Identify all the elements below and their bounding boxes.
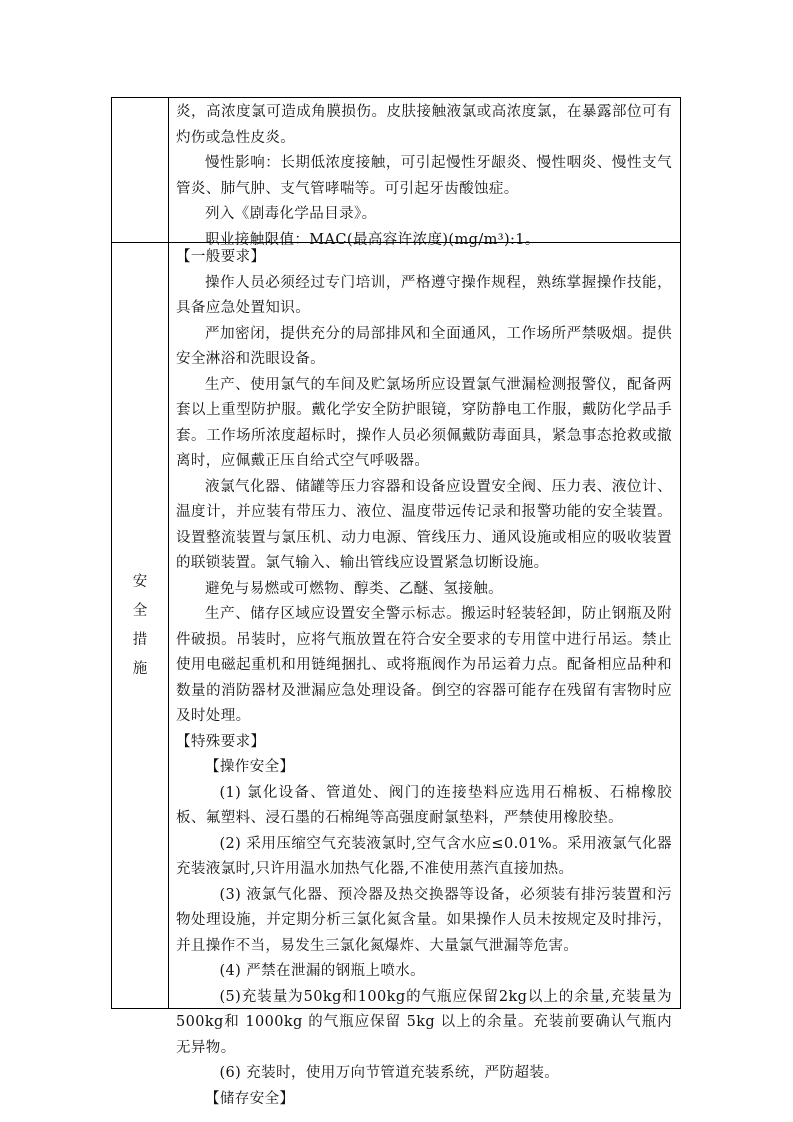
special-requirements-heading: 【特殊要求】 (176, 733, 266, 750)
paragraph: 液氯气化器、储罐等压力容器和设备应设置安全阀、压力表、液位计、温度计，并应装有带压力、液位、温度带远传记录和报警功能的安全装置。设置整流装置与氯压机、动力电源、管线压力、通风设施或相应的吸收装置的联锁装置。氯气输入、输出管线应设置紧急切断设施。 (176, 478, 672, 571)
health-hazard-cell (176, 100, 672, 253)
paragraph: 严加密闭，提供充分的局部排风和全面通风，工作场所严禁吸烟。提供安全淋浴和洗眼设备。 (176, 325, 672, 367)
paragraph: 慢性影响：长期低浓度接触，可引起慢性牙龈炎、慢性咽炎、慢性支气管炎、肺气肿、支气管哮喘等。可引起牙齿酸蚀症。 (176, 155, 672, 197)
paragraph: 避免与易燃或可燃物、醇类、乙醚、氢接触。 (205, 580, 503, 597)
paragraph: (3) 液氯气化器、预冷器及热交换器等设备，必须装有排污装置和污物处理设施，并定期分析三氯化氮含量。如果操作人员未按规定及时排污，并且操作不当，易发生三氯化氮爆炸、大量氯气泄漏等危害。 (176, 886, 672, 954)
paragraph: (6) 充装时，使用万向节管道充装系统，严防超装。 (219, 1065, 560, 1081)
paragraph: 操作人员必须经过专门培训，严格遵守操作规程，熟练掌握操作技能，具备应急处置知识。 (176, 274, 672, 316)
label-char: 安 (132, 573, 148, 590)
operation-safety-heading: 【操作安全】 (205, 759, 295, 775)
paragraph: 生产、使用氯气的车间及贮氯场所应设置氯气泄漏检测报警仪，配备两套以上重型防护服。戴化学安全防护眼镜，穿防静电工作服，戴防化学品手套。工作场所浓度超标时，操作人员必须佩戴防毒面具，紧急事态抢救或撤离时，应佩戴正压自给式空气呼吸器。 (176, 376, 672, 469)
label-char: 施 (132, 660, 148, 677)
label-char: 全 (132, 602, 148, 619)
paragraph: (4) 严禁在泄漏的钢瓶上喷水。 (219, 963, 426, 979)
paragraph: (1) 氯化设备、管道处、阀门的连接垫料应选用石棉板、石棉橡胶板、氟塑料、浸石墨的石棉绳等高强度耐氯垫料，严禁使用橡胶垫。 (176, 784, 672, 826)
paragraph: 炎，高浓度氯可造成角膜损伤。皮肤接触液氯或高浓度氯，在暴露部位可有灼伤或急性皮炎。 (176, 104, 672, 146)
paragraph: 生产、储存区域应设置安全警示标志。搬运时轻装轻卸，防止钢瓶及附件破损。吊装时，应将气瓶放置在符合安全要求的专用筐中进行吊运。禁止使用电磁起重机和用链绳捆扎、或将瓶阀作为吊运着力点。配备相应品种和数量的消防器材及泄漏应急处理设备。倒空的容器可能存在残留有害物时应及时处理。 (176, 606, 672, 724)
paragraph: (5)充装量为50kg和100kg的气瓶应保留2kg以上的余量,充装量为500kg和 1000kg 的气瓶应保留 5kg 以上的余量。充装前要确认气瓶内无异物。 (176, 988, 672, 1056)
row-label-safety-measures (112, 243, 168, 1008)
paragraph: 职业接触限值：MAC(最高容许浓度)(mg/m³):1。 (205, 231, 540, 248)
safety-table (111, 97, 681, 1107)
column-divider (168, 98, 169, 1008)
general-requirements-heading: 【一般要求】 (176, 249, 266, 265)
safety-measures-cell (176, 245, 672, 1112)
label-char: 措 (132, 631, 148, 648)
paragraph: (2) 采用压缩空气充装液氯时,空气含水应≤0.01%。采用液氯气化器充装液氯时,只许用温水加热气化器,不准使用蒸汽直接加热。 (176, 835, 672, 877)
paragraph: 列入《剧毒化学品目录》。 (205, 206, 377, 222)
storage-safety-heading: 【储存安全】 (205, 1090, 295, 1107)
